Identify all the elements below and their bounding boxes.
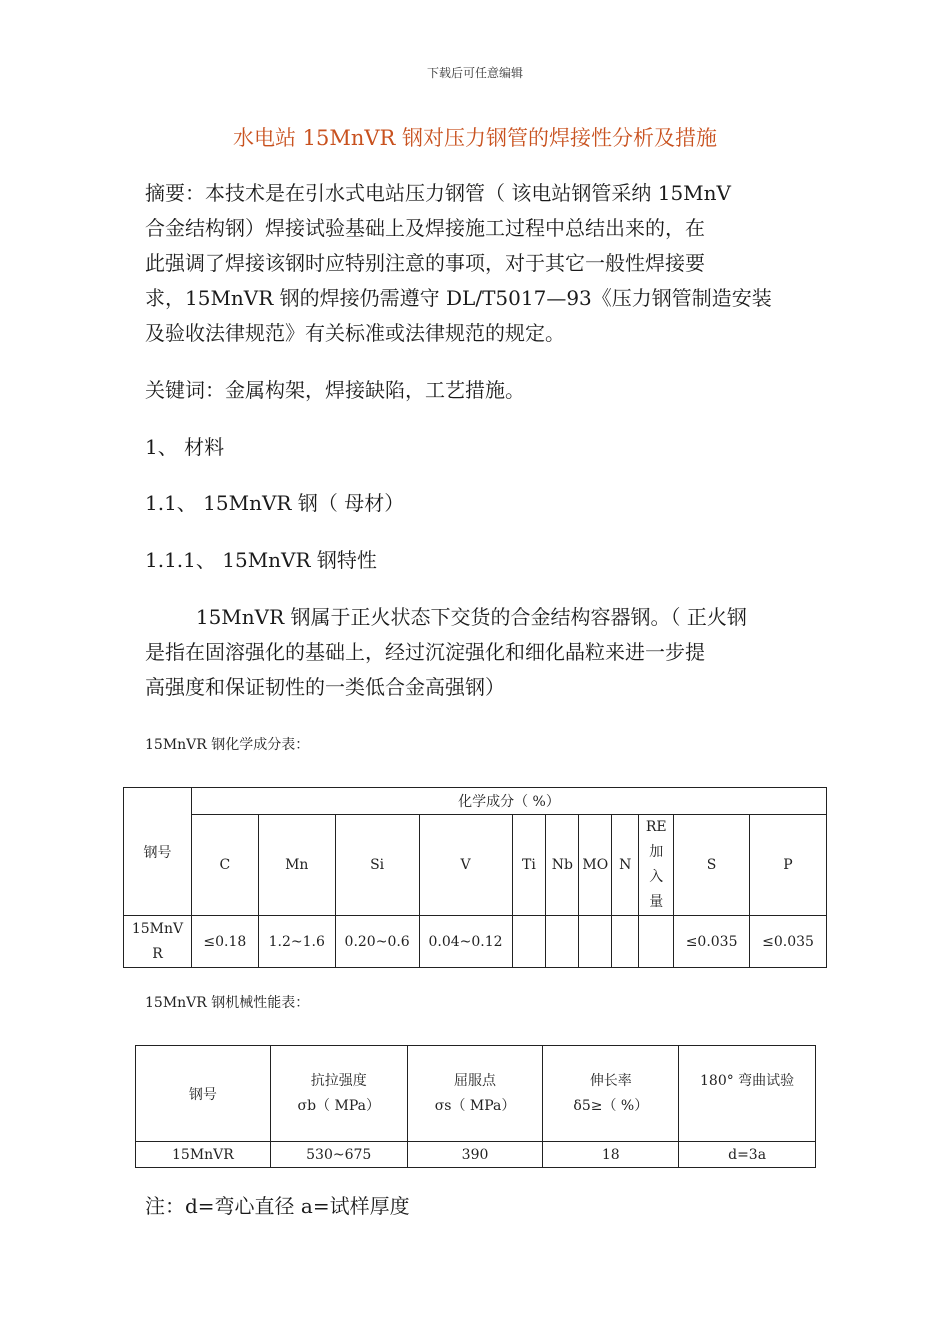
heading-materials: 1、 材料 <box>145 435 225 459</box>
column-header: 180° 弯曲试验 <box>679 1046 816 1142</box>
column-header: MO <box>579 815 612 916</box>
header-line: σb（ MPa） <box>297 1097 380 1114</box>
column-header-re <box>639 815 674 916</box>
column-header <box>270 1046 407 1142</box>
heading-base-metal: 1.1、 15MnVR 钢（ 母材） <box>145 491 405 515</box>
column-header: Mn <box>258 815 335 916</box>
row-steel-grade <box>124 916 192 968</box>
abstract-line: 此强调了焊接该钢时应特别注意的事项，对于其它一般性焊接要 <box>145 251 705 275</box>
steel-grade-line: R <box>152 945 163 962</box>
table-cell: 15MnVR <box>136 1142 271 1168</box>
table-cell: 18 <box>543 1142 679 1168</box>
abstract-line: 及验收法律规范》有关标准或法律规范的规定。 <box>145 321 565 345</box>
column-header: Nb <box>546 815 579 916</box>
table-cell <box>579 916 612 968</box>
table-cell: 0.20~0.6 <box>335 916 419 968</box>
abstract-line: 合金结构钢）焊接试验基础上及焊接施工过程中总结出来的，在 <box>145 216 705 240</box>
re-header-char: 入 <box>649 869 664 885</box>
chem-table-caption: 15MnVR 钢化学成分表： <box>145 737 310 753</box>
document-title: 水电站 15MnVR 钢对压力钢管的焊接性分析及措施 <box>232 126 718 150</box>
table-cell: 530~675 <box>270 1142 407 1168</box>
header-line: 伸长率 <box>589 1072 632 1089</box>
table-cell: ≤0.035 <box>674 916 750 968</box>
mechanical-properties-table <box>135 1045 816 1168</box>
table-cell <box>639 916 674 968</box>
properties-paragraph <box>145 600 747 705</box>
chemical-composition-table <box>123 787 827 968</box>
composition-group-header: 化学成分（ %） <box>191 788 826 815</box>
keywords: 关键词：金属构架，焊接缺陷，工艺措施。 <box>145 378 525 402</box>
abstract-paragraph <box>145 176 772 351</box>
heading-steel-properties: 1.1.1、 15MnVR 钢特性 <box>145 548 377 572</box>
column-header <box>407 1046 543 1142</box>
body-line: 高强度和保证韧性的一类低合金高强钢） <box>145 675 505 699</box>
steel-grade-line: 15MnV <box>131 920 184 937</box>
mech-table-caption: 15MnVR 钢机械性能表： <box>145 995 310 1011</box>
table-row <box>136 1142 816 1168</box>
column-header: V <box>419 815 512 916</box>
table-cell: 390 <box>407 1142 543 1168</box>
column-header: P <box>750 815 827 916</box>
header-line: σs（ MPa） <box>434 1097 516 1114</box>
column-header: Si <box>335 815 419 916</box>
re-header-char: 加 <box>649 844 664 860</box>
column-header: C <box>191 815 258 916</box>
table-row <box>124 916 827 968</box>
re-header-char: 量 <box>649 894 664 910</box>
column-header: S <box>674 815 750 916</box>
re-header-char: RE <box>645 819 667 835</box>
header-line: 屈服点 <box>454 1072 497 1089</box>
abstract-line: 求，15MnVR 钢的焊接仍需遵守 DL/T5017—93《压力钢管制造安装 <box>145 286 772 310</box>
column-header: N <box>612 815 639 916</box>
header-line: δ5≥（ %） <box>573 1097 649 1114</box>
column-header: Ti <box>512 815 546 916</box>
body-line: 15MnVR 钢属于正火状态下交货的合金结构容器钢。（ 正火钢 <box>145 605 747 629</box>
table-cell <box>546 916 579 968</box>
table-cell: ≤0.035 <box>750 916 827 968</box>
table-cell: d=3a <box>679 1142 816 1168</box>
steel-grade-header: 钢号 <box>124 788 192 916</box>
note: 注：d=弯心直径 a=试样厚度 <box>145 1194 410 1218</box>
table-cell: 1.2~1.6 <box>258 916 335 968</box>
header-line: 抗拉强度 <box>310 1072 367 1089</box>
table-cell: ≤0.18 <box>191 916 258 968</box>
table-cell: 0.04~0.12 <box>419 916 512 968</box>
header-note: 下载后可任意编辑 <box>426 66 523 80</box>
table-cell <box>612 916 639 968</box>
body-line: 是指在固溶强化的基础上，经过沉淀强化和细化晶粒来进一步提 <box>145 640 705 664</box>
column-header <box>543 1046 679 1142</box>
column-header: 钢号 <box>136 1046 271 1142</box>
abstract-line: 摘要：本技术是在引水式电站压力钢管（ 该电站钢管采纳 15MnV <box>145 181 731 205</box>
table-cell <box>512 916 546 968</box>
